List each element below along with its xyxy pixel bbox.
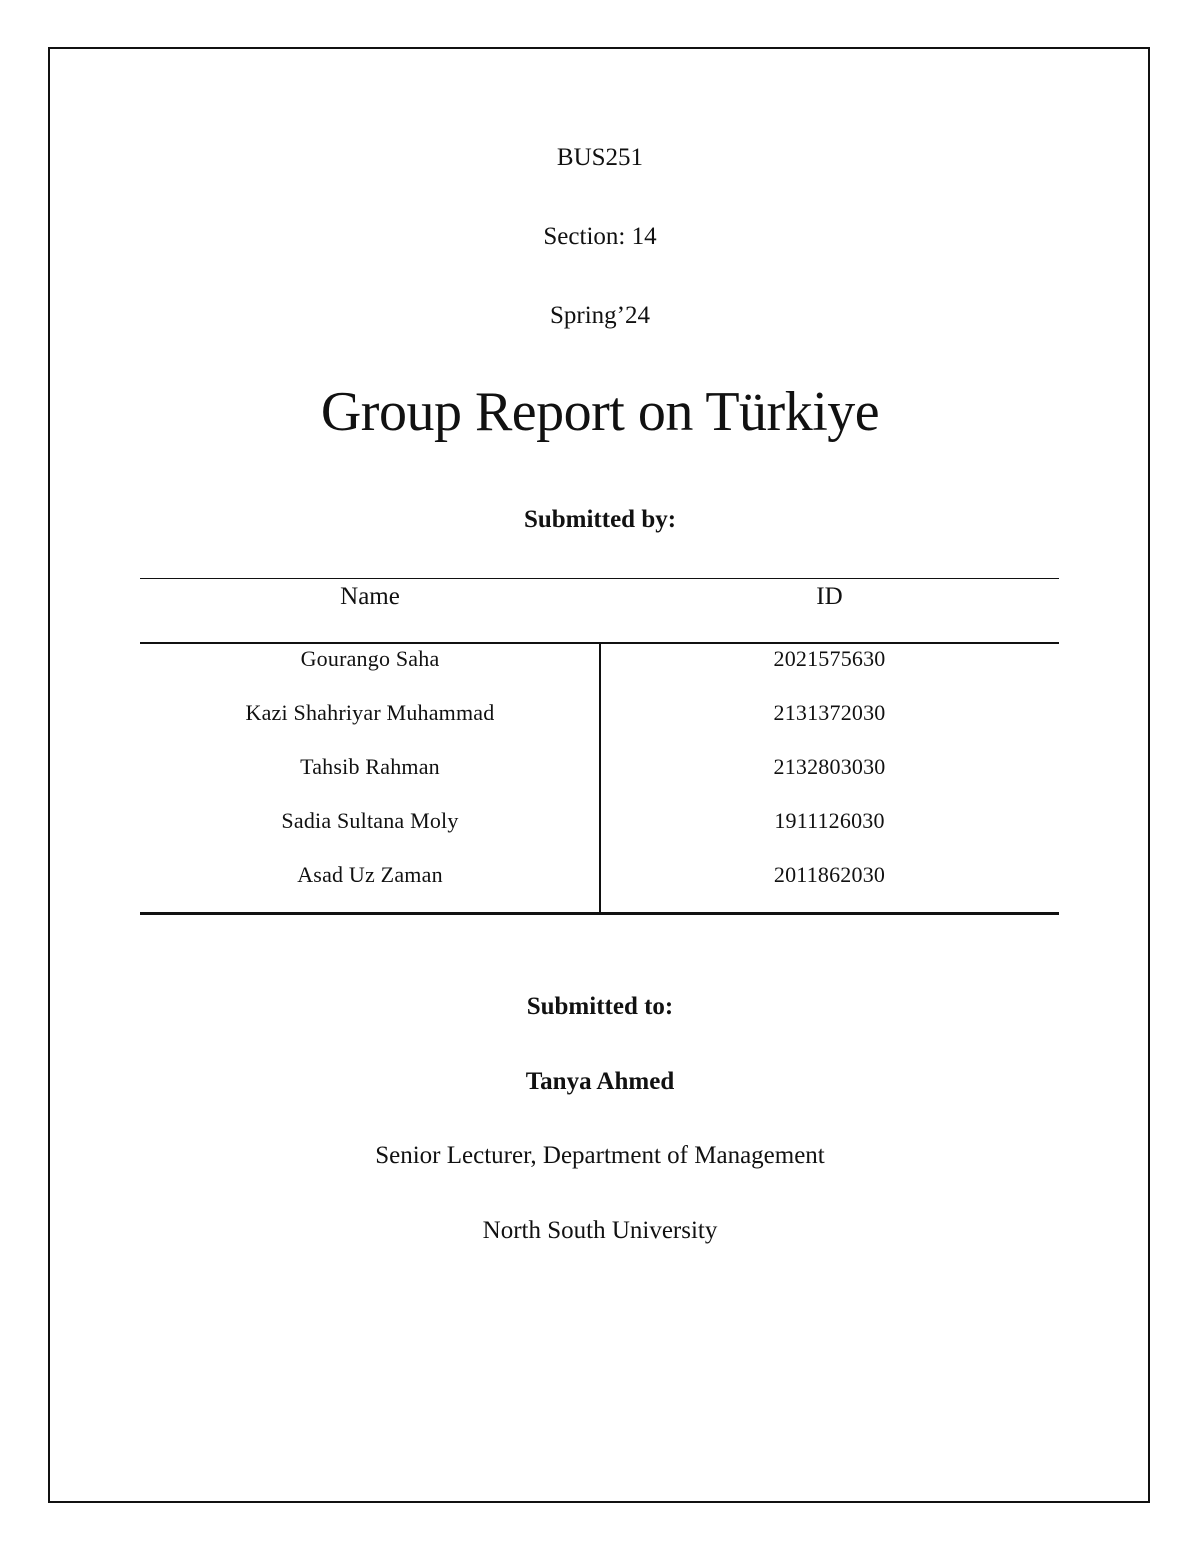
table-row [140,860,1059,914]
column-header-name: Name [340,583,400,610]
table-top-rule [140,578,1059,579]
supervisor-name: Tanya Ahmed [525,1068,675,1095]
table-bottom-rule [140,912,1059,915]
column-header-id: ID [816,583,843,610]
members-table [140,578,1059,915]
university-name: North South University [482,1217,718,1244]
member-id: 1911126030 [774,808,885,833]
course-term: Spring’24 [550,302,650,329]
submitted-by-heading: Submitted by: [523,506,677,533]
member-name: Gourango Saha [300,646,440,671]
course-code: BUS251 [556,144,644,171]
supervisor-designation: Senior Lecturer, Department of Management [375,1142,825,1169]
member-id: 2132803030 [773,754,886,779]
member-name: Tahsib Rahman [300,754,440,779]
table-row [140,752,1059,806]
member-id: 2011862030 [773,862,886,887]
member-id: 2021575630 [773,646,886,671]
report-title: Group Report on Türkiye [320,381,880,443]
member-name: Kazi Shahriyar Muhammad [245,700,495,725]
table-body [140,644,1059,914]
table-row [140,806,1059,860]
member-id: 2131372030 [773,700,886,725]
member-name: Sadia Sultana Moly [281,808,459,833]
table-row [140,644,1059,698]
submitted-to-heading: Submitted to: [526,993,674,1020]
table-row [140,698,1059,752]
course-section: Section: 14 [543,223,657,250]
member-name: Asad Uz Zaman [297,862,443,887]
